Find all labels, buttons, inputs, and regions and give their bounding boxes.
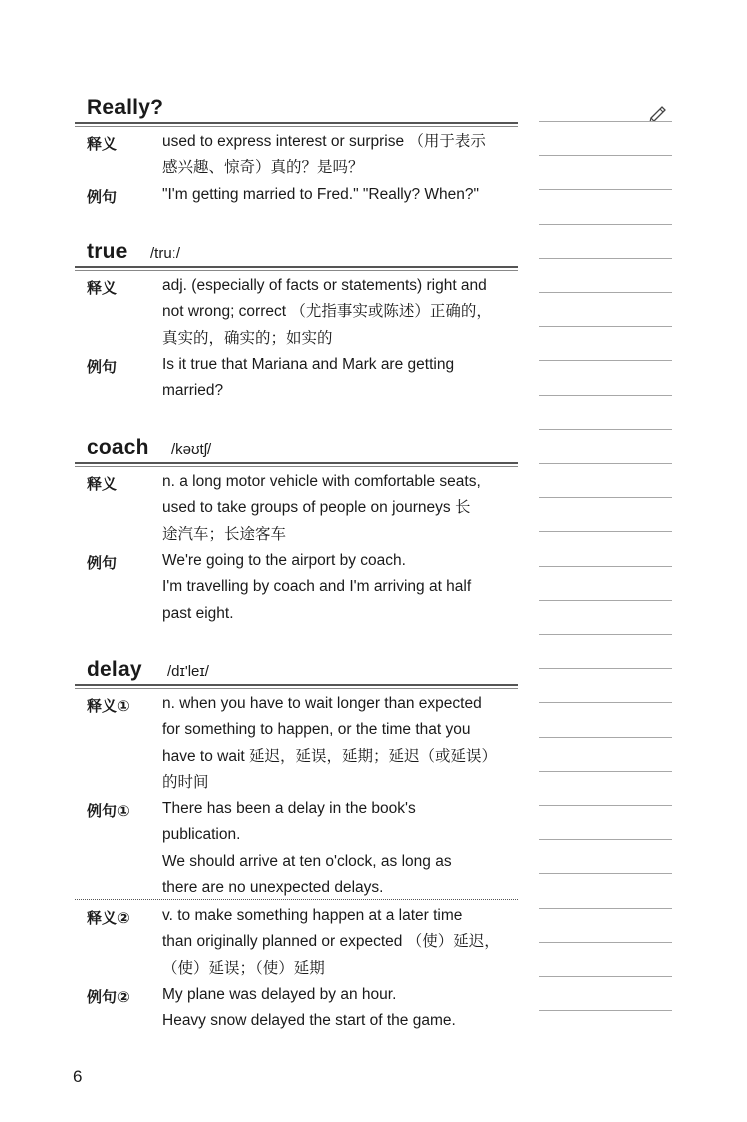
page-number: 6 xyxy=(73,1067,83,1086)
entry-headword-row xyxy=(75,434,518,462)
sense-label: 例句① xyxy=(87,803,130,820)
text-line: for something to happen, or the time that you xyxy=(162,721,471,739)
text-line: n. a long motor vehicle with comfortable seats, xyxy=(162,473,481,490)
note-line xyxy=(539,566,672,567)
text-line: n. when you have to wait longer than expected xyxy=(162,695,482,712)
sense-label: 释义 xyxy=(87,476,118,493)
text-line: 真实的，确实的；如实的 xyxy=(162,329,333,347)
headword-rule-thin xyxy=(75,126,518,127)
note-line xyxy=(539,121,672,122)
sense-text xyxy=(162,469,507,548)
text-line: My plane was delayed by an hour. xyxy=(162,986,397,1003)
sense-text xyxy=(162,273,507,352)
entry-coach xyxy=(75,434,518,622)
text-line: Is it true that Mariana and Mark are getting xyxy=(162,356,455,373)
sense-label: 释义 xyxy=(87,280,118,297)
note-line xyxy=(539,702,672,703)
phonetic: /kəʊtʃ/ xyxy=(171,441,212,458)
text-line: We should arrive at ten o'clock, as long as xyxy=(162,852,452,870)
sense-label: 例句 xyxy=(87,359,118,376)
headword-rule xyxy=(75,122,518,124)
phonetic: /truː/ xyxy=(150,245,181,262)
note-line xyxy=(539,805,672,806)
sense-label: 释义 xyxy=(87,136,118,153)
note-line xyxy=(539,292,672,293)
note-line xyxy=(539,839,672,840)
sense-text xyxy=(162,129,507,182)
sense-text xyxy=(162,182,507,208)
text-line: We're going to the airport by coach. xyxy=(162,552,406,569)
note-line xyxy=(539,429,672,430)
note-line xyxy=(539,258,672,259)
note-line xyxy=(539,224,672,225)
sense-label: 释义① xyxy=(87,698,130,715)
note-line xyxy=(539,634,672,635)
sense-label: 例句 xyxy=(87,555,118,572)
entry-true xyxy=(75,238,518,400)
phonetic: /dɪ'leɪ/ xyxy=(167,663,209,680)
note-line xyxy=(539,668,672,669)
headword-rule xyxy=(75,684,518,686)
note-line xyxy=(539,326,672,327)
sense-text xyxy=(162,548,507,627)
sense-label: 释义② xyxy=(87,910,130,927)
headword-rule xyxy=(75,266,518,268)
entry-headword-row xyxy=(75,94,518,122)
headword: Really? xyxy=(87,96,164,119)
text-line: have to wait 延迟，延误，延期；延迟（或延误） xyxy=(162,747,498,765)
text-line: publication. xyxy=(162,826,241,844)
note-line xyxy=(539,976,672,977)
note-line xyxy=(539,600,672,601)
sense-label: 例句 xyxy=(87,189,118,206)
note-line xyxy=(539,771,672,772)
text-line: There has been a delay in the book's xyxy=(162,800,416,817)
note-line xyxy=(539,737,672,738)
text-line: married? xyxy=(162,382,224,400)
entry-headword-row xyxy=(75,656,518,684)
text-line: than originally planned or expected （使）延迟， xyxy=(162,933,500,951)
headword-rule-thin xyxy=(75,270,518,271)
text-line: I'm travelling by coach and I'm arriving at half xyxy=(162,578,472,596)
text-line: used to take groups of people on journeys 长 xyxy=(162,499,471,517)
note-line xyxy=(539,873,672,874)
sense-text xyxy=(162,352,507,405)
headword-rule-thin xyxy=(75,688,518,689)
text-line: v. to make something happen at a later time xyxy=(162,907,463,924)
sense-divider xyxy=(75,899,518,900)
pencil-icon xyxy=(648,104,668,122)
text-line: 途汽车；长途客车 xyxy=(162,525,287,543)
headword: coach xyxy=(87,436,149,459)
text-line: there are no unexpected delays. xyxy=(162,878,384,896)
entry-really xyxy=(75,94,518,206)
text-line: past eight. xyxy=(162,604,234,622)
entry-headword-row xyxy=(75,238,518,266)
note-line xyxy=(539,189,672,190)
text-line: adj. (especially of facts or statements) right and xyxy=(162,277,487,294)
note-line xyxy=(539,360,672,361)
note-line xyxy=(539,531,672,532)
note-line xyxy=(539,463,672,464)
sense-text xyxy=(162,903,507,982)
headword-rule xyxy=(75,462,518,464)
note-line xyxy=(539,155,672,156)
note-line xyxy=(539,908,672,909)
note-line xyxy=(539,1010,672,1011)
headword: delay xyxy=(87,658,142,681)
entry-delay xyxy=(75,656,518,1030)
text-line: not wrong; correct （尤指事实或陈述）正确的， xyxy=(162,303,492,321)
text-line: 感兴趣、惊奇）真的？是吗？ xyxy=(162,159,364,177)
headword-rule-thin xyxy=(75,466,518,467)
text-line: "I'm getting married to Fred." "Really? When?" xyxy=(162,186,480,203)
sense-text xyxy=(162,691,507,796)
sense-label: 例句② xyxy=(87,989,130,1006)
headword: true xyxy=(87,240,128,263)
sense-text xyxy=(162,982,507,1035)
text-line: Heavy snow delayed the start of the game. xyxy=(162,1012,456,1030)
text-line: 的时间 xyxy=(162,773,209,791)
note-line xyxy=(539,395,672,396)
note-line xyxy=(539,497,672,498)
text-line: used to express interest or surprise （用于表示 xyxy=(162,133,486,150)
sense-text xyxy=(162,796,507,901)
note-line xyxy=(539,942,672,943)
text-line: （使）延误；（使）延期 xyxy=(162,959,325,977)
